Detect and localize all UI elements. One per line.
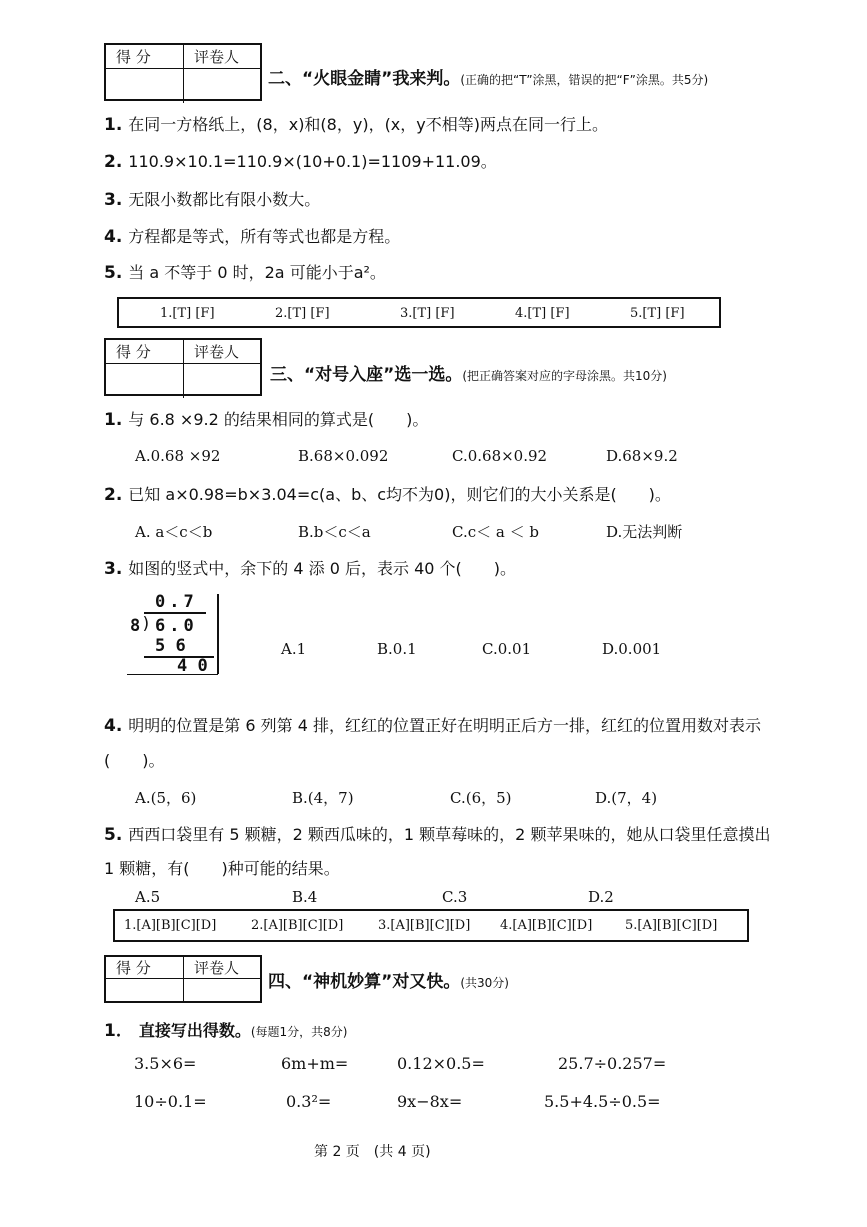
grader-label: 评卷人: [184, 957, 260, 979]
section2-note: (正确的把“T”涂黑，错误的把“F”涂黑。共5分): [460, 73, 709, 87]
s3-q5-option-c: C.3: [442, 888, 468, 906]
section3-note: (把正确答案对应的字母涂黑。共10分): [462, 369, 667, 383]
calc-item-8: 5.5+4.5÷0.5=: [544, 1092, 661, 1111]
division-quotient: 0.7: [155, 592, 198, 612]
s3-question-5: 5. 西西口袋里有 5 颗糖，2 颗西瓜味的，1 颗草莓味的，2 颗苹果味的，她从口袋里任意摸出: [104, 825, 771, 845]
calc-item-3: 0.12×0.5=: [397, 1054, 485, 1073]
score-box-section2: [104, 43, 262, 101]
calc-item-1: 3.5×6=: [134, 1054, 197, 1073]
s2-question-4: 4. 方程都是等式，所有等式也都是方程。: [104, 227, 401, 247]
s2-answer-5[interactable]: 5.[T] [F]: [630, 306, 685, 321]
s3-q4-option-c: C.(6，5): [450, 789, 512, 807]
score-label: 得 分: [106, 957, 184, 979]
section4-note: (共30分): [460, 976, 509, 990]
s3-question-3: 3. 如图的竖式中，余下的 4 添 0 后，表示 40 个( )。: [104, 559, 517, 579]
s2-question-2: 2. 110.9×10.1=110.9×(10+0.1)=1109+11.09。: [104, 152, 497, 172]
s3-q2-option-b: B.b＜c＜a: [298, 523, 371, 541]
s2-question-5: 5. 当 a 不等于 0 时，2a 可能小于a²。: [104, 263, 386, 283]
division-frame-right: [217, 594, 219, 674]
grader-label: 评卷人: [184, 45, 260, 69]
division-product: 5 6: [155, 636, 186, 656]
s3-q3-option-c: C.0.01: [482, 640, 532, 658]
s3-q3-option-d: D.0.001: [602, 640, 662, 658]
s2-answer-2[interactable]: 2.[T] [F]: [275, 306, 330, 321]
s3-answer-1[interactable]: 1.[A][B][C][D]: [124, 918, 217, 933]
s3-q2-option-d: D.无法判断: [606, 523, 683, 541]
s3-q1-option-a: A.0.68 ×92: [135, 447, 221, 465]
grader-cell[interactable]: [184, 69, 260, 103]
s2-question-1: 1. 在同一方格纸上，(8，x)和(8，y)，(x，y不相等)两点在同一行上。: [104, 115, 608, 135]
division-divisor: 8: [130, 616, 141, 636]
s4-sub1-note: (每题1分，共8分): [250, 1025, 348, 1039]
s3-answer-5[interactable]: 5.[A][B][C][D]: [625, 918, 718, 933]
section4-title: 四、“神机妙算”对又快。(共30分): [268, 972, 509, 992]
section3-title: 三、“对号入座”选一选。(把正确答案对应的字母涂黑。共10分): [270, 365, 667, 385]
s3-q5-option-b: B.4: [292, 888, 318, 906]
s4-sub1-title: 1． 直接写出得数。(每题1分，共8分): [104, 1021, 348, 1041]
s2-answer-1[interactable]: 1.[T] [F]: [160, 306, 215, 321]
s3-question-2: 2. 已知 a×0.98=b×3.04=c(a、b、c均不为0)，则它们的大小关系是( )。: [104, 485, 671, 505]
s3-question-1: 1. 与 6.8 ×9.2 的结果相同的算式是( )。: [104, 410, 429, 430]
grader-label: 评卷人: [184, 340, 260, 364]
s3-q1-option-d: D.68×9.2: [606, 447, 678, 465]
score-label: 得 分: [106, 45, 184, 69]
s3-q1-option-c: C.0.68×0.92: [452, 447, 548, 465]
s3-question-4-cont: ( )。: [104, 751, 165, 770]
score-label: 得 分: [106, 340, 184, 364]
s3-question-4: 4. 明明的位置是第 6 列第 4 排，红红的位置正好在明明正后方一排，红红的位置用数对表示: [104, 716, 762, 736]
s3-answer-4[interactable]: 4.[A][B][C][D]: [500, 918, 593, 933]
s2-answer-4[interactable]: 4.[T] [F]: [515, 306, 570, 321]
calc-item-2: 6m+m=: [281, 1054, 349, 1073]
score-box-section3: [104, 338, 262, 396]
division-frame-bottom: [127, 674, 218, 675]
s3-answer-2[interactable]: 2.[A][B][C][D]: [251, 918, 344, 933]
score-box-section4: [104, 955, 262, 1003]
page-footer: 第 2 页 (共 4 页): [314, 1144, 431, 1160]
division-dividend: 6.0: [155, 616, 198, 636]
grader-cell[interactable]: [184, 979, 260, 1003]
section2-title: 二、“火眼金睛”我来判。(正确的把“T”涂黑，错误的把“F”涂黑。共5分): [268, 69, 709, 89]
score-cell[interactable]: [106, 364, 184, 398]
s3-q5-option-a: A.5: [135, 888, 161, 906]
division-bar: [144, 612, 206, 614]
s3-q4-option-a: A.(5，6): [135, 789, 197, 807]
s3-q2-option-c: C.c＜ a ＜ b: [452, 523, 539, 541]
s3-q2-option-a: A. a＜c＜b: [135, 523, 213, 541]
s3-q4-option-b: B.(4，7): [292, 789, 354, 807]
s3-q3-option-a: A.1: [281, 640, 307, 658]
s3-q3-option-b: B.0.1: [377, 640, 417, 658]
score-cell[interactable]: [106, 69, 184, 103]
score-cell[interactable]: [106, 979, 184, 1003]
grader-cell[interactable]: [184, 364, 260, 398]
s3-q4-option-d: D.(7，4): [595, 789, 658, 807]
s3-question-5-cont: 1 颗糖，有( )种可能的结果。: [104, 859, 340, 878]
s2-answer-3[interactable]: 3.[T] [F]: [400, 306, 455, 321]
calc-item-4: 25.7÷0.257=: [558, 1054, 667, 1073]
s2-question-3: 3. 无限小数都比有限小数大。: [104, 190, 321, 210]
calc-item-7: 9x−8x=: [397, 1092, 463, 1111]
division-remainder: 4 0: [177, 656, 208, 676]
division-bracket: ): [141, 614, 152, 634]
calc-item-6: 0.3²=: [286, 1092, 332, 1111]
s3-q1-option-b: B.68×0.092: [298, 447, 389, 465]
s3-answer-3[interactable]: 3.[A][B][C][D]: [378, 918, 471, 933]
calc-item-5: 10÷0.1=: [134, 1092, 207, 1111]
s3-q5-option-d: D.2: [588, 888, 614, 906]
